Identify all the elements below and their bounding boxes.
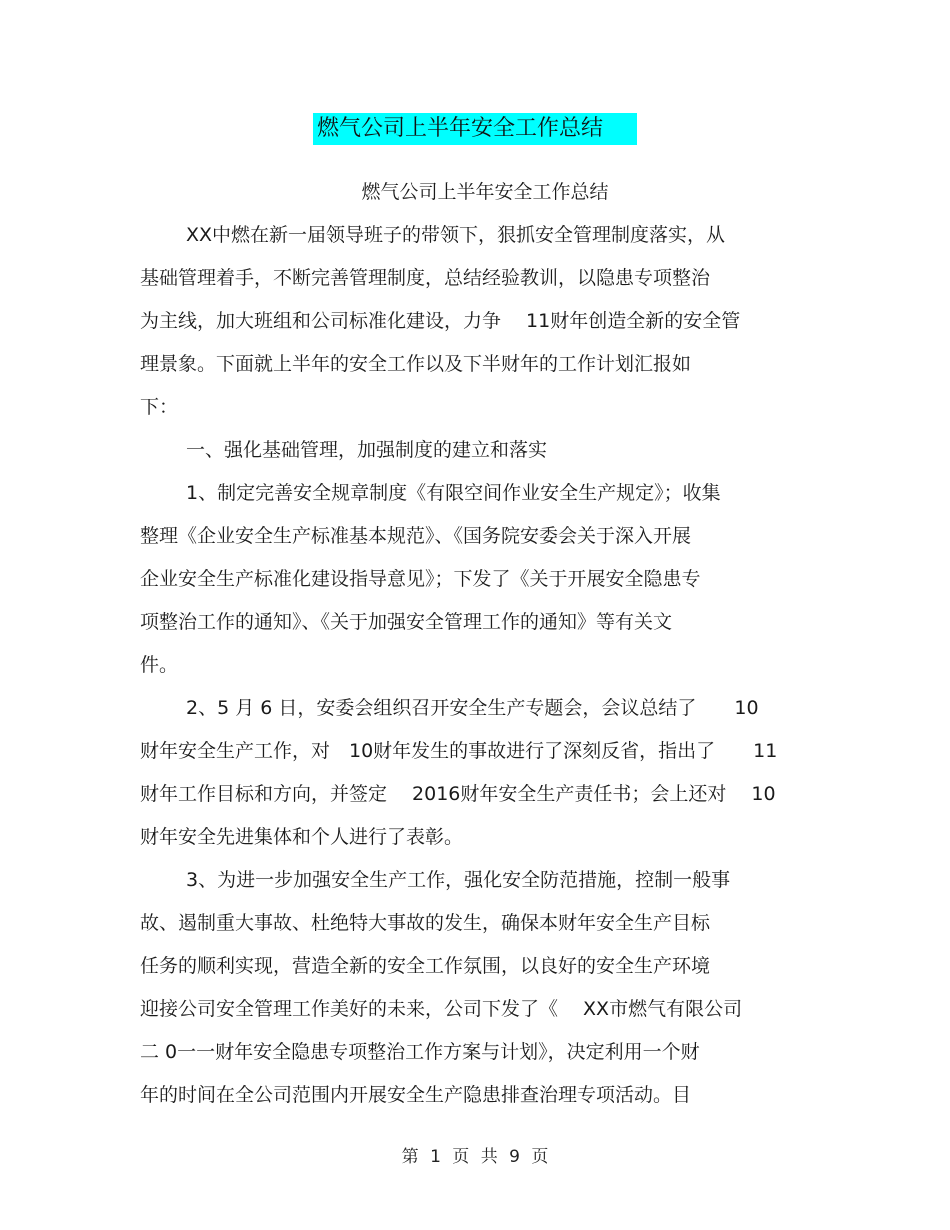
- paragraph-line: 基础管理着手，不断完善管理制度，总结经验教训，以隐患专项整治: [140, 267, 711, 289]
- document-subtitle: 燃气公司上半年安全工作总结: [361, 181, 609, 203]
- item-3-paragraph: [140, 859, 820, 1117]
- paragraph-line: 任务的顺利实现，营造全新的安全工作氛围，以良好的安全生产环境: [140, 955, 711, 977]
- paragraph-line: 2、5 月 6 日，安委会组织召开安全生产专题会，会议总结了 10: [186, 697, 759, 719]
- document-body: [140, 171, 820, 1117]
- paragraph-line: 企业安全生产标准化建设指导意见》；下发了《关于开展安全隐患专: [140, 568, 701, 590]
- section-heading: [140, 429, 820, 472]
- heading-row: [0, 113, 950, 145]
- paragraph-line: 理景象。下面就上半年的安全工作以及下半财年的工作计划汇报如: [140, 353, 692, 375]
- document-heading: 燃气公司上半年安全工作总结: [313, 113, 637, 145]
- paragraph-line: 年的时间在全公司范围内开展安全生产隐患排查治理专项活动。目: [140, 1084, 692, 1106]
- paragraph-line: 为主线，加大班组和公司标准化建设，力争 11财年创造全新的安全管: [140, 310, 741, 332]
- paragraph-line: 1、制定完善安全规章制度《有限空间作业安全生产规定》；收集: [186, 482, 721, 504]
- paragraph-line: 整理《企业安全生产标准基本规范》、《国务院安委会关于深入开展: [140, 525, 692, 547]
- paragraph-line: 财年安全先进集体和个人进行了表彰。: [140, 826, 464, 848]
- paragraph-line: 下：: [140, 396, 179, 418]
- paragraph-line: 项整治工作的通知》、《关于加强安全管理工作的通知》等有关文: [140, 611, 673, 633]
- paragraph-line: 财年工作目标和方向，并签定 2016财年安全生产责任书；会上还对 10: [140, 783, 776, 805]
- paragraph-line: 件。: [140, 654, 179, 676]
- page-number-footer: 第 1 页 共 9 页: [401, 1147, 549, 1167]
- item-1-paragraph: [140, 472, 820, 687]
- paragraph-line: 二 0一一财年安全隐患专项整治工作方案与计划》，决定利用一个财: [140, 1041, 700, 1063]
- intro-paragraph: [140, 214, 820, 429]
- item-2-paragraph: [140, 687, 820, 859]
- paragraph-line: 财年安全生产工作，对 10财年发生的事故进行了深刻反省，指出了 11: [140, 740, 778, 762]
- paragraph-line: 故、遏制重大事故、杜绝特大事故的发生，确保本财年安全生产目标: [140, 912, 711, 934]
- paragraph-line: 3、为进一步加强安全生产工作，强化安全防范措施，控制一般事: [186, 869, 731, 891]
- paragraph-line: XX中燃在新一届领导班子的带领下，狠抓安全管理制度落实，从: [186, 224, 726, 246]
- paragraph-line: 迎接公司安全管理工作美好的未来，公司下发了《 XX市燃气有限公司: [140, 998, 743, 1020]
- section-heading-line: 一、强化基础管理，加强制度的建立和落实: [186, 439, 548, 461]
